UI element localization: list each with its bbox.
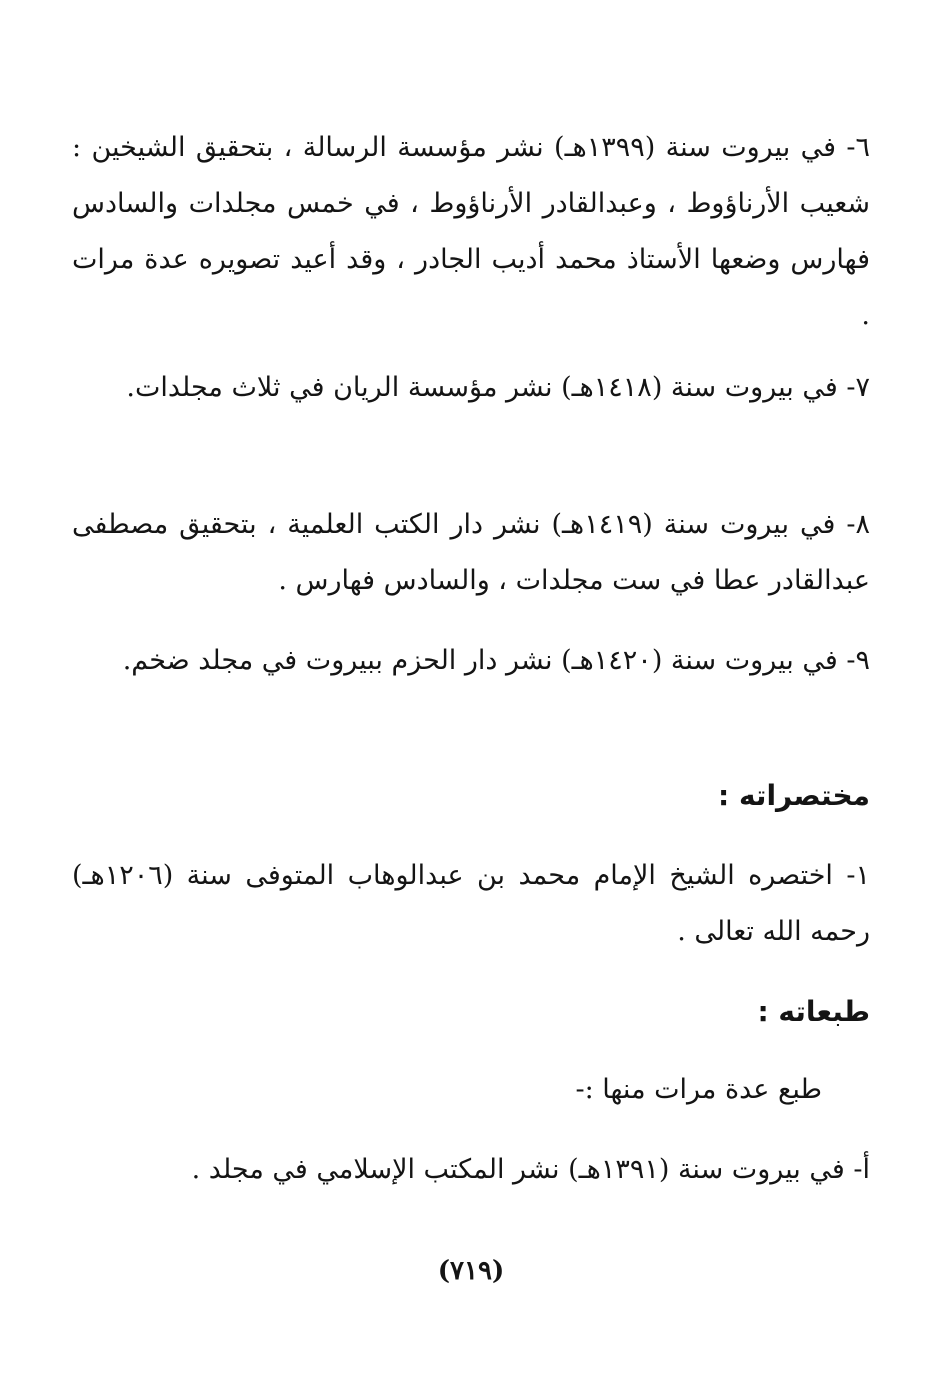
paragraph-edition-a: أ- في بيروت سنة (١٣٩١هـ) نشر المكتب الإسلامي في مجلد . [191, 1154, 870, 1185]
paragraph-edition-6: ٦- في بيروت سنة (١٣٩٩هـ) نشر مؤسسة الرسالة ، بتحقيق الشيخين : شعيب الأرناؤوط ، وعبدالقادر الأرناؤوط ، في خمس مجلدات والسادس فهارس وضعها الأستاذ محمد أديب الجادر ، وقد أعيد تصويره عدة مرات . [72, 132, 870, 331]
heading-editions: طبعاته : [757, 995, 870, 1028]
paragraph-edition-9: ٩- في بيروت سنة (١٤٢٠هـ) نشر دار الحزم ببيروت في مجلد ضخم. [122, 645, 870, 676]
heading-abridgements: مختصراته : [718, 779, 870, 812]
paragraph-editions-intro: طبع عدة مرات منها :- [575, 1074, 822, 1105]
paragraph-edition-7: ٧- في بيروت سنة (١٤١٨هـ) نشر مؤسسة الريان في ثلاث مجلدات. [126, 372, 870, 403]
page-number: (٧١٩) [437, 1256, 505, 1286]
paragraph-edition-8: ٨- في بيروت سنة (١٤١٩هـ) نشر دار الكتب العلمية ، بتحقيق مصطفى عبدالقادر عطا في ست مجلدات ، والسادس فهارس . [72, 509, 870, 596]
paragraph-abridgement-1: ١- اختصره الشيخ الإمام محمد بن عبدالوهاب المتوفى سنة (١٢٠٦هـ) رحمه الله تعالى . [72, 860, 870, 947]
